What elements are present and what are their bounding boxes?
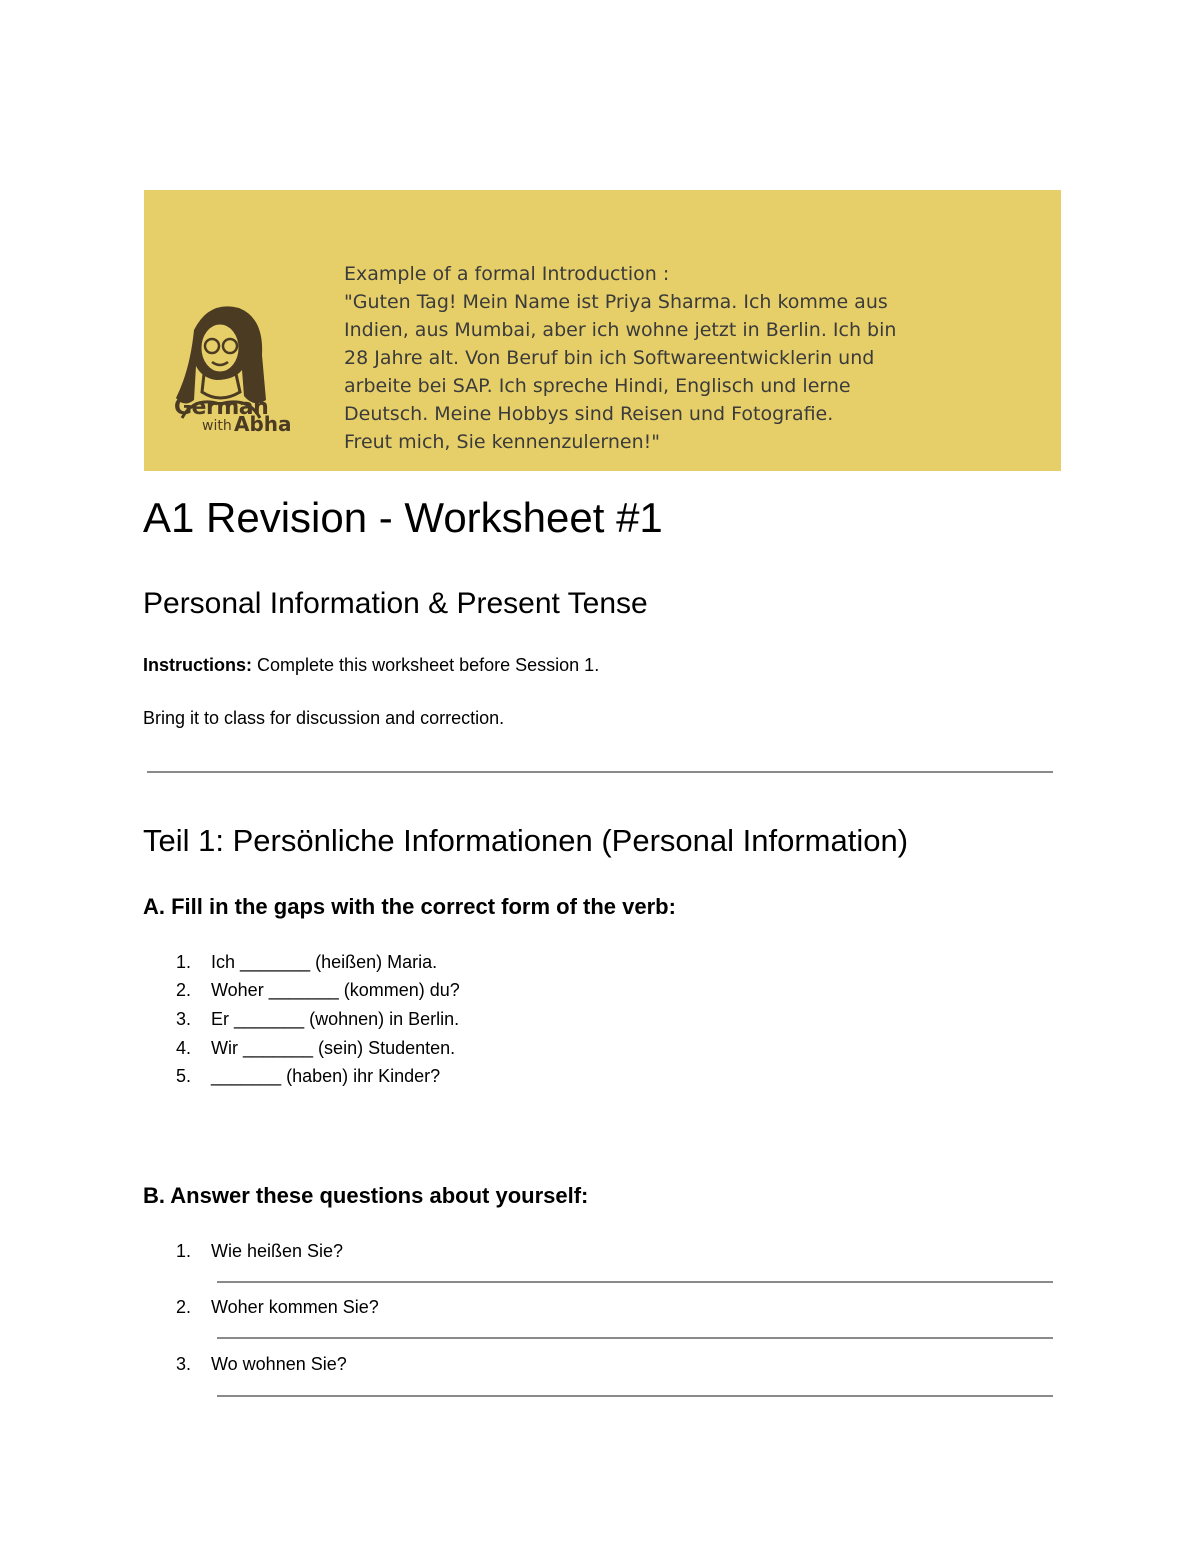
intro-line: Freut mich, Sie kennenzulernen!" xyxy=(344,431,661,453)
answer-line[interactable] xyxy=(217,1395,1053,1397)
list-item: 1. Ich _______ (heißen) Maria. xyxy=(176,952,438,972)
teil-1-heading: Teil 1: Persönliche Informationen (Personal Information) xyxy=(143,823,909,858)
instructions-text: Complete this worksheet before Session 1. xyxy=(252,655,600,675)
list-item: 3. Wo wohnen Sie? xyxy=(176,1354,347,1374)
list-item: 1. Wie heißen Sie? xyxy=(176,1241,344,1261)
page-subtitle: Personal Information & Present Tense xyxy=(143,587,648,620)
horizontal-divider xyxy=(147,771,1053,773)
intro-line: Example of a formal Introduction : xyxy=(344,263,670,285)
list-item: 4. Wir _______ (sein) Studenten. xyxy=(176,1038,456,1058)
intro-line: 28 Jahre alt. Von Beruf bin ich Softwareentwicklerin und xyxy=(344,347,875,369)
logo-text-german: German xyxy=(174,395,269,420)
instructions-label: Instructions: xyxy=(143,655,253,675)
page-title: A1 Revision - Worksheet #1 xyxy=(143,494,663,541)
intro-line: Indien, aus Mumbai, aber ich wohne jetzt in Berlin. Ich bin xyxy=(344,319,897,341)
section-b-heading: B. Answer these questions about yourself: xyxy=(143,1183,589,1208)
list-item: 5. _______ (haben) ihr Kinder? xyxy=(176,1066,441,1086)
logo-text-abha: Abha xyxy=(234,412,292,436)
list-item: 3. Er _______ (wohnen) in Berlin. xyxy=(176,1009,460,1029)
answer-line[interactable] xyxy=(217,1337,1053,1339)
intro-line: Deutsch. Meine Hobbys sind Reisen und Fotografie. xyxy=(344,403,834,425)
formal-introduction-text xyxy=(344,260,1044,456)
intro-line: arbeite bei SAP. Ich spreche Hindi, Englisch und lerne xyxy=(344,375,851,397)
section-a-heading: A. Fill in the gaps with the correct form of the verb: xyxy=(143,894,676,919)
list-item: 2. Woher kommen Sie? xyxy=(176,1297,379,1317)
logo-text-with: with xyxy=(202,418,232,434)
intro-line: "Guten Tag! Mein Name ist Priya Sharma. Ich komme aus xyxy=(344,291,888,313)
bring-to-class-text: Bring it to class for discussion and correction. xyxy=(143,708,505,728)
intro-banner xyxy=(144,190,1061,471)
instructions xyxy=(143,653,599,677)
list-item: 2. Woher _______ (kommen) du? xyxy=(176,980,460,1000)
answer-line[interactable] xyxy=(217,1281,1053,1283)
